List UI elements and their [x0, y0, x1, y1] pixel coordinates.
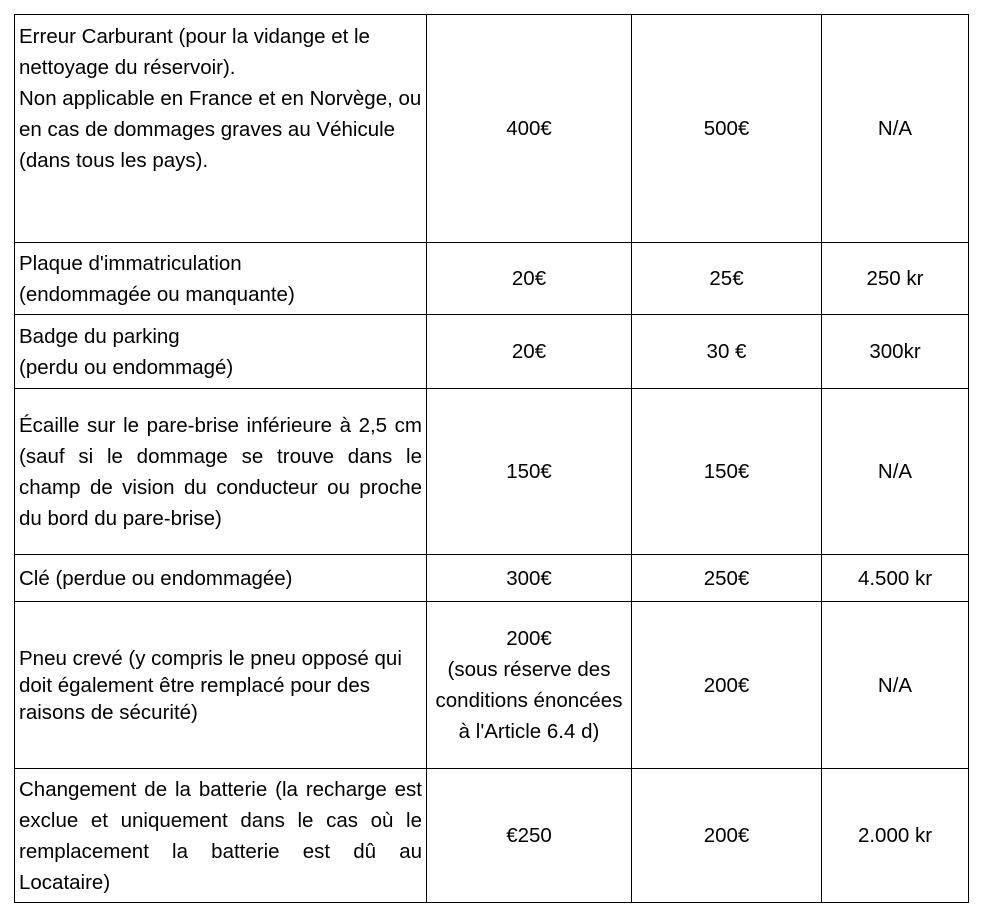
value-cell: €250 [427, 769, 632, 903]
description-text: Non applicable en France et en Norvège, ou en cas de dommages graves au Véhicule (dans tous les pays). [19, 87, 422, 172]
value-cell: 250€ [632, 555, 822, 602]
value-cell: N/A [822, 15, 969, 243]
description-text: (perdu ou endommagé) [19, 355, 234, 379]
table-row [15, 15, 969, 243]
table-row [15, 769, 969, 903]
fees-table [14, 14, 969, 903]
description-text: (endommagée ou manquante) [19, 282, 295, 306]
value-cell: 200€ [632, 769, 822, 903]
value-cell: N/A [822, 389, 969, 555]
description-cell: Écaille sur le pare-brise inférieure à 2,5 cm (sauf si le dommage se trouve dans le champ de vision du conducteur ou proche du bord du pare-brise) [15, 389, 427, 555]
value-cell: 300kr [822, 315, 969, 389]
value-cell: 400€ [427, 15, 632, 243]
description-cell [15, 243, 427, 315]
value-text: 200€ [506, 627, 552, 650]
value-cell: 4.500 kr [822, 555, 969, 602]
value-cell [427, 602, 632, 769]
value-cell: 30 € [632, 315, 822, 389]
table-row [15, 389, 969, 555]
description-cell [15, 315, 427, 389]
description-text: Badge du parking [19, 324, 180, 348]
value-cell: 20€ [427, 315, 632, 389]
description-text: Erreur Carburant (pour la vidange et le nettoyage du réservoir). [19, 25, 370, 79]
value-cell: 2.000 kr [822, 769, 969, 903]
value-cell: N/A [822, 602, 969, 769]
table-row [15, 602, 969, 769]
description-cell: Clé (perdue ou endommagée) [15, 555, 427, 602]
value-cell: 150€ [632, 389, 822, 555]
value-cell: 200€ [632, 602, 822, 769]
table-row [15, 315, 969, 389]
description-cell [15, 15, 427, 243]
value-cell: 300€ [427, 555, 632, 602]
value-note: (sous réserve des conditions énoncées à l'Article 6.4 d) [435, 658, 623, 743]
description-text: Plaque d'immatriculation [19, 251, 242, 275]
value-cell: 250 kr [822, 243, 969, 315]
value-cell: 20€ [427, 243, 632, 315]
value-cell: 500€ [632, 15, 822, 243]
value-cell: 150€ [427, 389, 632, 555]
table-row [15, 243, 969, 315]
value-cell: 25€ [632, 243, 822, 315]
description-cell: Changement de la batterie (la recharge est exclue et uniquement dans le cas où le remplacement la batterie est dû au Locataire) [15, 769, 427, 903]
description-cell: Pneu crevé (y compris le pneu opposé qui doit également être remplacé pour des raisons de sécurité) [15, 602, 427, 769]
table-row [15, 555, 969, 602]
